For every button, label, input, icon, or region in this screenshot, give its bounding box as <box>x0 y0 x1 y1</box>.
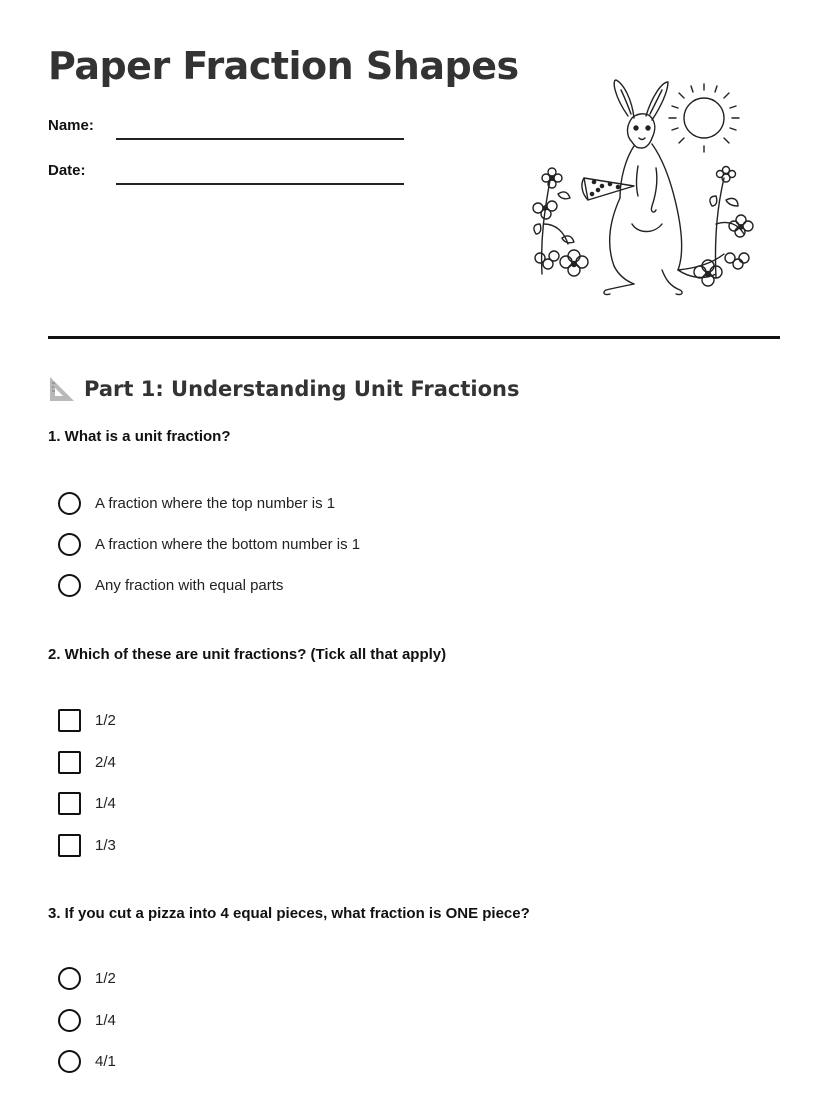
q3-option-3[interactable] <box>58 1048 116 1074</box>
kangaroo-icon <box>604 80 724 295</box>
q2-option-1[interactable] <box>58 707 116 733</box>
option-label: 2/4 <box>95 753 116 771</box>
pizza-slice-icon <box>582 178 634 200</box>
option-label: 1/4 <box>95 794 116 812</box>
date-field[interactable] <box>116 183 404 185</box>
option-label: 1/4 <box>95 1011 116 1029</box>
checkbox[interactable] <box>58 834 81 857</box>
q2-option-2[interactable] <box>58 749 116 775</box>
option-label: A fraction where the top number is 1 <box>95 494 336 512</box>
option-label: 4/1 <box>95 1052 116 1070</box>
option-label: 1/2 <box>95 711 116 729</box>
flowers-left-icon <box>533 168 588 276</box>
part-1-heading <box>48 372 519 406</box>
name-label: Name: <box>48 117 94 134</box>
q2-option-3[interactable] <box>58 790 116 816</box>
option-label: Any fraction with equal parts <box>95 576 284 594</box>
radio-button[interactable] <box>58 1050 81 1073</box>
page-title: Paper Fraction Shapes <box>48 44 519 88</box>
question-2: 2. Which of these are unit fractions? (Tick all that apply) <box>48 646 447 663</box>
sun-icon <box>669 84 739 152</box>
option-label: 1/3 <box>95 836 116 854</box>
kangaroo-illustration <box>528 74 764 306</box>
radio-button[interactable] <box>58 1009 81 1032</box>
radio-button[interactable] <box>58 967 81 990</box>
checkbox[interactable] <box>58 709 81 732</box>
option-label: 1/2 <box>95 969 116 987</box>
q3-option-2[interactable] <box>58 1007 116 1033</box>
q1-option-3[interactable] <box>58 572 283 598</box>
name-field[interactable] <box>116 138 404 140</box>
date-label: Date: <box>48 162 86 179</box>
question-1: 1. What is a unit fraction? <box>48 428 231 445</box>
q2-option-4[interactable] <box>58 832 116 858</box>
q3-option-1[interactable] <box>58 965 116 991</box>
option-label: A fraction where the bottom number is 1 <box>95 535 361 553</box>
radio-button[interactable] <box>58 574 81 597</box>
section-divider <box>48 336 780 339</box>
flowers-right-icon <box>694 167 753 287</box>
part-1-title: Part 1: Understanding Unit Fractions <box>84 377 520 401</box>
q1-option-2[interactable] <box>58 531 360 557</box>
question-3: 3. If you cut a pizza into 4 equal pieces, what fraction is ONE piece? <box>48 905 530 922</box>
checkbox[interactable] <box>58 792 81 815</box>
checkbox[interactable] <box>58 751 81 774</box>
set-square-icon <box>48 375 76 403</box>
radio-button[interactable] <box>58 533 81 556</box>
radio-button[interactable] <box>58 492 81 515</box>
q1-option-1[interactable] <box>58 490 335 516</box>
